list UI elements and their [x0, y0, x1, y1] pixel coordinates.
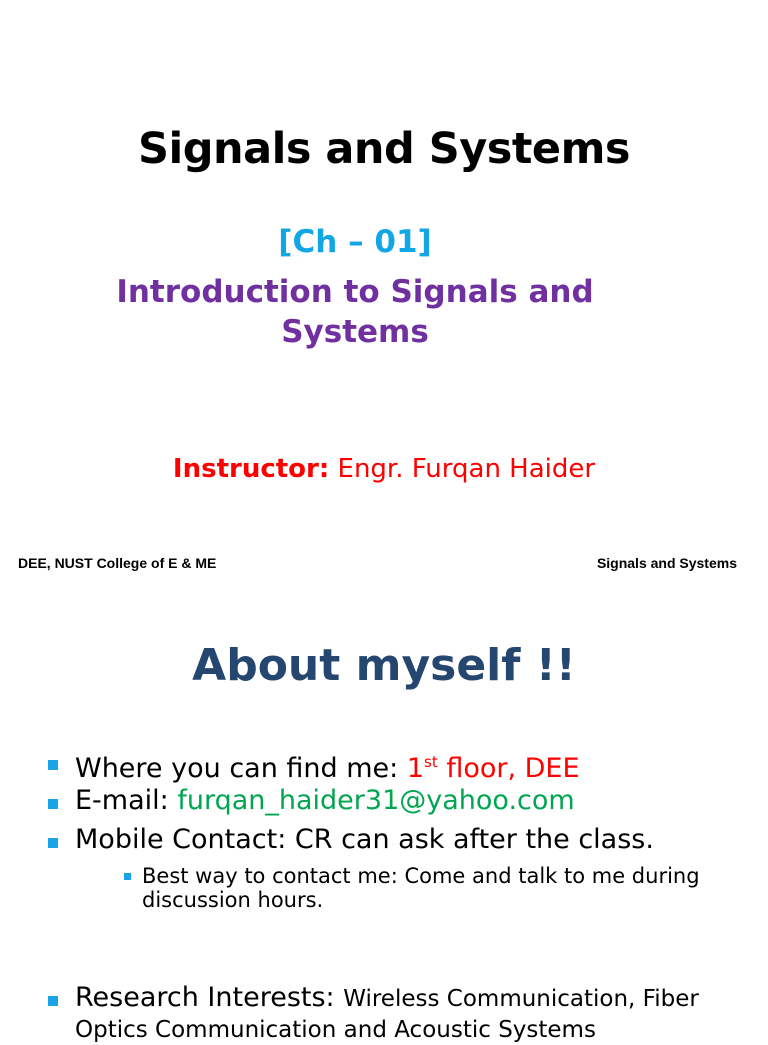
about-title: About myself !!	[192, 640, 576, 691]
bullet-text	[75, 983, 728, 1045]
bullet-square-icon	[48, 799, 58, 809]
sub-bullet-contact	[124, 864, 724, 912]
footer-department: DEE, NUST College of E & ME	[18, 555, 217, 571]
bullet-text	[75, 786, 575, 816]
bullet-mobile	[48, 825, 654, 855]
chapter-subtitle: Introduction to Signals and Systems	[116, 274, 594, 350]
email-label: E-mail:	[75, 785, 178, 816]
instructor-label: Instructor:	[172, 454, 330, 484]
chapter-label: [Ch – 01]	[278, 224, 432, 260]
bullet-square-icon	[48, 760, 58, 770]
email-link[interactable]: furqan_haider31@yahoo.com	[177, 785, 575, 816]
bullet-text	[75, 747, 580, 784]
instructor-line	[0, 454, 768, 484]
bullet-square-icon	[48, 838, 58, 848]
contact-text: Best way to contact me: Come and talk to me during discussion hours.	[142, 864, 700, 912]
bullet-email	[48, 786, 575, 816]
research-value: Wireless Communication, Fiber Optics Communication and Acoustic Systems	[75, 986, 699, 1043]
location-value	[407, 753, 580, 784]
research-label: Research Interests:	[75, 982, 344, 1013]
location-floor: floor, DEE	[437, 753, 580, 784]
location-number: 1	[406, 753, 425, 784]
bullet-research	[48, 983, 728, 1045]
slide-title: Signals and Systems	[137, 124, 630, 174]
footer-course: Signals and Systems	[596, 555, 737, 571]
bullet-square-icon	[48, 996, 58, 1006]
sub-bullet-square-icon	[124, 873, 131, 880]
about-slide	[0, 580, 768, 1043]
instructor-name: Engr. Furqan Haider	[329, 454, 596, 484]
bullet-location	[48, 747, 580, 784]
location-superscript: st	[424, 753, 438, 771]
location-label: Where you can find me:	[75, 753, 407, 784]
mobile-text: Mobile Contact: CR can ask after the class.	[75, 824, 654, 855]
